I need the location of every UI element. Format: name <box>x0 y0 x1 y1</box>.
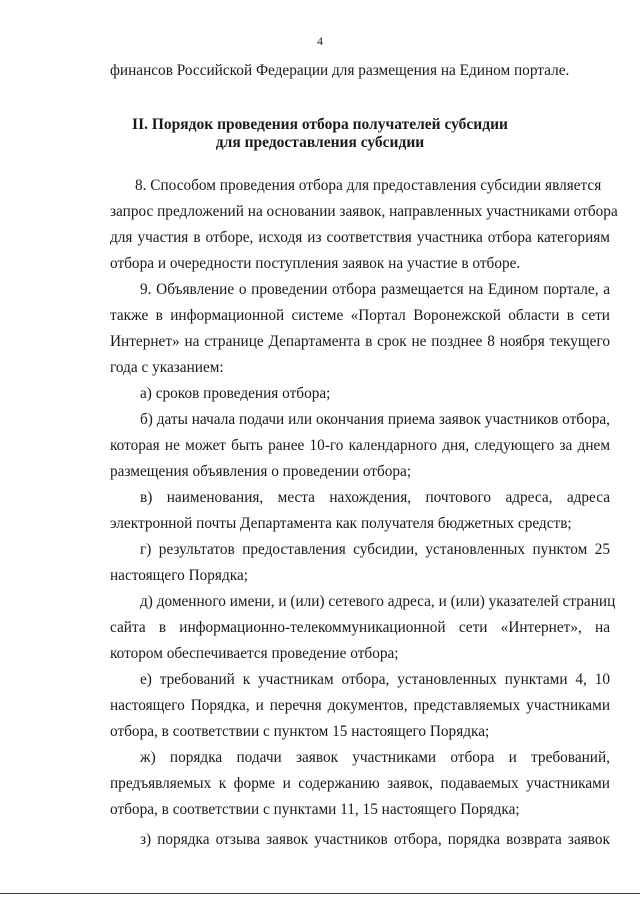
text-line: для участия в отборе, исходя из соответствия участника отбора категориям <box>110 229 610 246</box>
text-line: настоящего Порядка; <box>110 567 248 584</box>
page-number: 4 <box>317 34 323 48</box>
text-line: Интернет» на странице Департамента в срок не позднее 8 ноября текущего <box>110 333 610 350</box>
text-line: финансов Российской Федерации для размещения на Едином портале. <box>110 62 570 79</box>
footer-rule <box>0 893 640 894</box>
list-item-line: в) наименования, места нахождения, почтового адреса, адреса <box>140 489 610 506</box>
paragraph-first-line: 9. Объявление о проведении отбора размещается на Едином портале, а <box>140 281 610 298</box>
list-item-line: ж) порядка подачи заявок участниками отбора и требований, <box>140 749 610 766</box>
text-line: года с указанием: <box>110 359 224 376</box>
paragraph-first-line: 8. Способом проведения отбора для предоставления субсидии является <box>135 177 602 194</box>
list-item-line: е) требований к участникам отбора, установленных пунктами 4, 10 <box>140 671 610 688</box>
text-line: размещения объявления о проведении отбора; <box>110 463 412 480</box>
text-line: предъявляемых к форме и содержанию заявок, подаваемых участниками <box>110 775 610 792</box>
section-heading: для предоставления субсидии <box>215 134 425 151</box>
list-item-line: а) сроков проведения отбора; <box>140 385 331 402</box>
text-line: сайта в информационно-телекоммуникационной сети «Интернет», на <box>110 619 610 636</box>
text-line: отбора и очередности поступления заявок на участие в отборе. <box>110 255 521 272</box>
list-item-line: б) даты начала подачи или окончания приема заявок участников отбора, <box>140 411 610 428</box>
list-item-line: д) доменного имени, и (или) сетевого адреса, и (или) указателей страниц <box>140 593 616 610</box>
text-line: отбора, в соответствии с пунктами 11, 15 настоящего Порядка; <box>110 801 520 818</box>
list-item-line: з) порядка отзыва заявок участников отбора, порядка возврата заявок <box>140 831 610 848</box>
text-line: запрос предложений на основании заявок, направленных участниками отбора <box>110 203 618 220</box>
text-line: также в информационной системе «Портал Воронежской области в сети <box>110 307 610 324</box>
text-line: отбора, в соответствии с пунктом 15 настоящего Порядка; <box>110 723 490 740</box>
text-line: котором обеспечивается проведение отбора; <box>110 645 399 662</box>
section-heading: II. Порядок проведения отбора получателей субсидии <box>132 116 508 133</box>
text-line: настоящего Порядка, и перечня документов, представляемых участниками <box>110 697 610 714</box>
text-line: которая не может быть ранее 10-го календарного дня, следующего за днем <box>110 437 610 454</box>
list-item-line: г) результатов предоставления субсидии, установленных пунктом 25 <box>140 541 610 558</box>
text-line: электронной почты Департамента как получателя бюджетных средств; <box>110 515 572 532</box>
